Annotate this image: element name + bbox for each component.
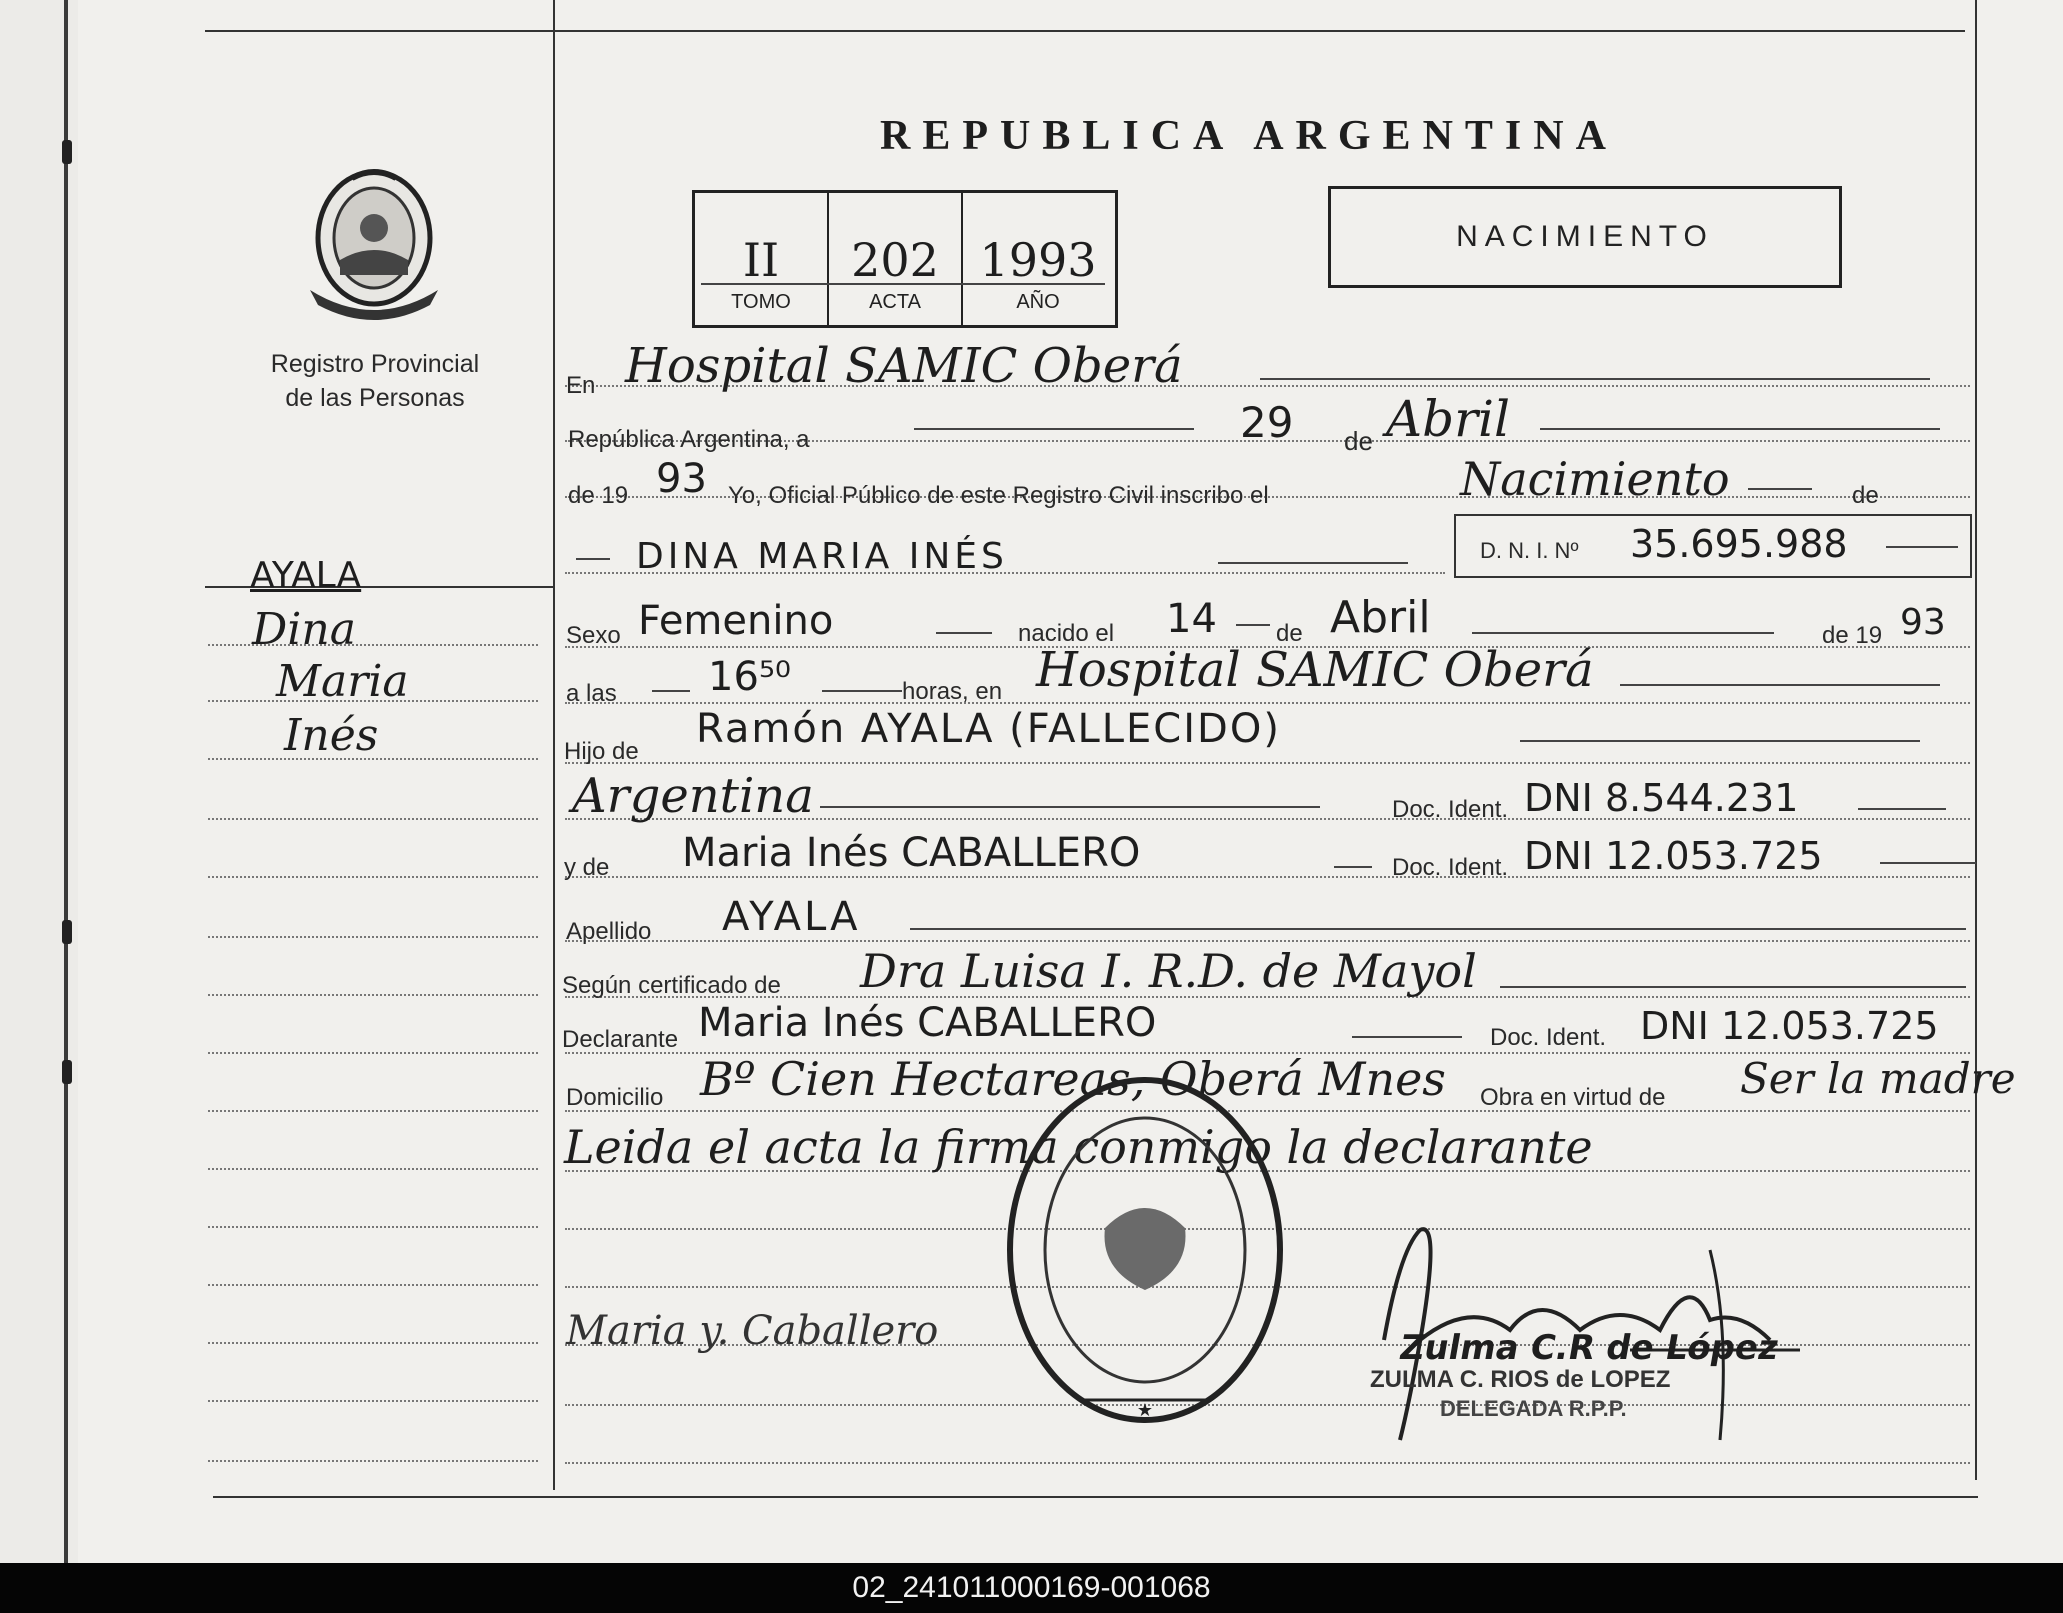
declarant-name: Maria Inés CABALLERO [698, 1000, 1157, 1046]
republica-label: República Argentina, a [568, 426, 810, 453]
fill-line [576, 558, 610, 560]
address-value: Bº Cien Hectareas, Oberá Mnes [700, 1052, 1446, 1106]
fill-line [1540, 428, 1940, 430]
tomo-value: II [742, 233, 780, 287]
column-divider [553, 0, 555, 1490]
tomo-label: TOMO [731, 291, 791, 313]
margin-ruled-line [208, 1400, 538, 1402]
fill-line [822, 690, 902, 692]
birth-year-suffix: 93 [1900, 602, 1946, 643]
reference-table [692, 190, 1118, 328]
form-ruled-line [565, 762, 1970, 764]
official-signature-text: Zulma C.R de López [1396, 1328, 1782, 1368]
yde-label: y de [564, 854, 610, 881]
top-border [205, 30, 1965, 32]
father-doc-label: Doc. Ident. [1392, 796, 1509, 823]
binding-notch [62, 920, 72, 944]
bottom-border [213, 1496, 1978, 1498]
ano-label: AÑO [1016, 291, 1060, 313]
margin-ruled-line [208, 758, 538, 760]
registry-name-line1: Registro Provincial [270, 350, 480, 378]
margin-ruled-line [208, 1460, 538, 1462]
obra-label: Obra en virtud de [1480, 1084, 1666, 1111]
acta-label: ACTA [869, 291, 921, 313]
margin-third-name: Inés [284, 710, 379, 761]
father-nationality: Argentina [572, 768, 814, 824]
father-name: Ramón AYALA (FALLECIDO) [696, 706, 1281, 752]
official-name-stamp: ZULMA C. RIOS de LOPEZ [1370, 1366, 1671, 1393]
closing-statement: Leida el acta la firma conmigo la declarante [564, 1120, 1593, 1174]
segun-label: Según certificado de [562, 972, 781, 999]
svg-text:★: ★ [1136, 1400, 1154, 1421]
margin-ruled-line [208, 700, 538, 702]
horas-label: horas, en [902, 678, 1003, 705]
image-id-footer: 02_241011000169-001068 [0, 1563, 2063, 1613]
margin-ruled-line [208, 1284, 538, 1286]
binding-notch [62, 140, 72, 164]
registry-name-line2: de las Personas [285, 384, 465, 412]
fill-line [914, 428, 1194, 430]
year-prefix-label: de 19 [568, 482, 629, 509]
official-title-stamp: DELEGADA R.P.P. [1440, 1396, 1627, 1421]
birth-time: 16⁵⁰ [708, 654, 791, 700]
mother-document: DNI 12.053.725 [1524, 834, 1823, 878]
sex-value: Femenino [638, 598, 834, 644]
margin-ruled-line [208, 1226, 538, 1228]
fill-line [1748, 488, 1812, 490]
binding-notch [62, 1060, 72, 1084]
binding-edge [64, 0, 68, 1563]
registration-place: Hospital SAMIC Oberá [625, 338, 1183, 394]
registered-person-name: DINA MARIA INÉS [636, 536, 1008, 577]
registration-year-suffix: 93 [656, 456, 707, 502]
domicilio-label: Domicilio [566, 1084, 664, 1111]
capacity-value: Ser la madre [1740, 1054, 2016, 1103]
de-end-label: de [1852, 482, 1879, 509]
margin-ruled-line [208, 818, 538, 820]
certifying-doctor: Dra Luisa I. R.D. de Mayol [860, 944, 1477, 998]
provincia-de-misiones-seal-icon [300, 160, 448, 320]
registration-month: Abril [1386, 390, 1510, 448]
fill-line [1334, 866, 1372, 868]
declarante-label: Declarante [562, 1026, 679, 1053]
form-ruled-line [565, 1462, 1970, 1464]
birth-day: 14 [1166, 596, 1217, 642]
fill-line [1880, 862, 1976, 864]
mother-name: Maria Inés CABALLERO [682, 830, 1141, 876]
alas-label: a las [566, 680, 617, 707]
apellido-label: Apellido [566, 918, 652, 945]
record-type-label: NACIMIENTO [1456, 220, 1714, 253]
acta-value: 202 [851, 233, 939, 287]
form-ruled-line [565, 702, 1970, 704]
dni-value: 35.695.988 [1630, 522, 1848, 566]
ano-value: 1993 [979, 233, 1097, 287]
oficial-statement: Yo, Oficial Público de este Registro Civil inscribo el [728, 482, 1269, 509]
sexo-label: Sexo [566, 622, 621, 649]
fill-line [652, 690, 690, 692]
de2-label: de [1276, 620, 1303, 647]
official-round-stamp-icon [1000, 1070, 1290, 1430]
fill-line [1352, 1036, 1462, 1038]
margin-ruled-line [208, 1110, 538, 1112]
registration-day: 29 [1240, 398, 1294, 447]
margin-ruled-line [208, 1168, 538, 1170]
margin-second-name: Maria [276, 656, 409, 707]
right-border [1975, 0, 1977, 1480]
fill-line [1858, 808, 1946, 810]
fill-line [1500, 986, 1966, 988]
fill-line [1236, 624, 1270, 626]
hijo-label: Hijo de [564, 738, 639, 765]
event-type: Nacimiento [1460, 452, 1730, 506]
birth-year-prefix: de 19 [1822, 622, 1883, 649]
form-ruled-line [565, 940, 1970, 942]
declarant-doc-label: Doc. Ident. [1490, 1024, 1607, 1051]
dni-box [1454, 514, 1972, 578]
margin-ruled-line [208, 994, 538, 996]
en-label: En [566, 372, 596, 399]
fill-line [910, 928, 1966, 930]
birth-place: Hospital SAMIC Oberá [1036, 642, 1594, 698]
fill-line [820, 806, 1320, 808]
record-type-box [1328, 186, 1842, 288]
nacido-label: nacido el [1018, 620, 1115, 647]
birth-month: Abril [1330, 592, 1431, 643]
fill-line [936, 632, 992, 634]
margin-ruled-line [208, 936, 538, 938]
fill-line [1260, 378, 1930, 380]
de-label: de [1344, 426, 1373, 456]
fill-line [1218, 562, 1408, 564]
declarant-signature: Maria y. Caballero [566, 1308, 939, 1354]
fill-line [1886, 546, 1958, 548]
margin-ruled-line [208, 1342, 538, 1344]
father-document: DNI 8.544.231 [1524, 776, 1799, 820]
fill-line [1472, 632, 1774, 634]
country-title: REPUBLICA ARGENTINA [880, 113, 1618, 159]
margin-surname: AYALA [250, 555, 362, 596]
dni-label: D. N. I. Nº [1480, 538, 1579, 563]
margin-ruled-line [208, 1052, 538, 1054]
declarant-document: DNI 12.053.725 [1640, 1004, 1939, 1048]
fill-line [1620, 684, 1940, 686]
margin-ruled-line [208, 644, 538, 646]
margin-first-name: Dina [252, 604, 356, 655]
mother-doc-label: Doc. Ident. [1392, 854, 1509, 881]
fill-line [1520, 740, 1920, 742]
surname-value: AYALA [722, 894, 861, 940]
margin-ruled-line [208, 876, 538, 878]
